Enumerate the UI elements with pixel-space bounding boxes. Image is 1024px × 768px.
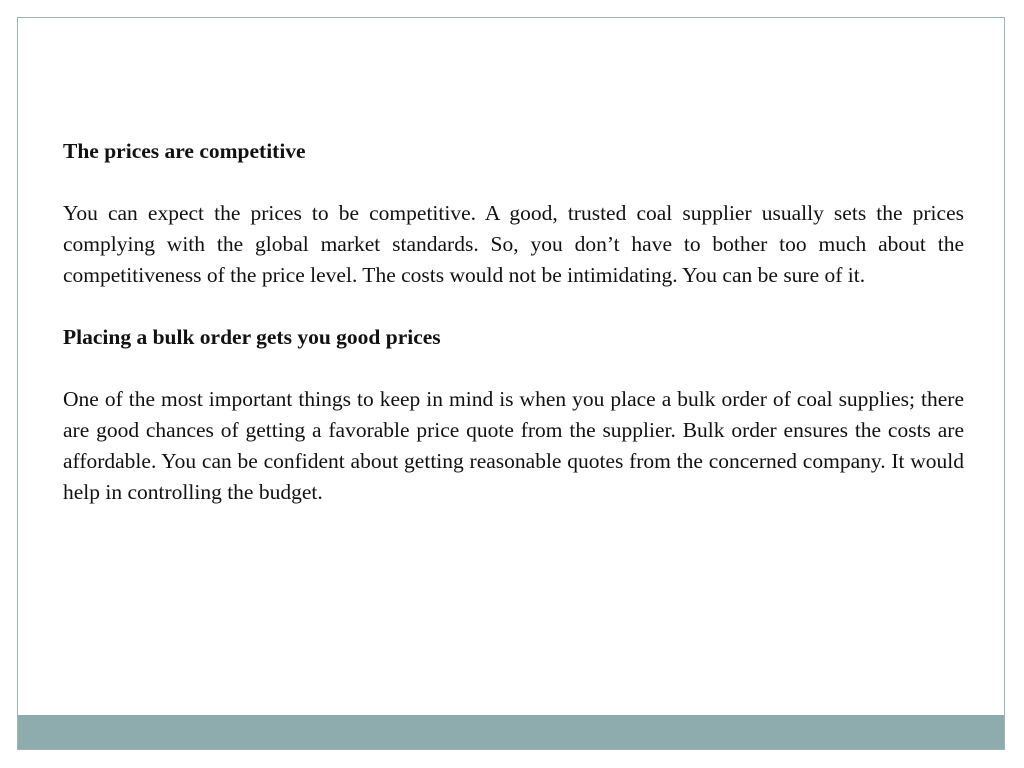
spacer [63,353,964,384]
spacer [63,167,964,198]
section-body-prices-competitive: You can expect the prices to be competitive. A good, trusted coal supplier usually sets the prices complying with the global market standards. So, you don’t have to bother too much about the competitiveness of the price level. The costs would not be intimidating. You can be sure of it. [63,201,964,287]
footer-bar [18,715,1004,749]
section-heading-bulk-order: Placing a bulk order gets you good prices [63,325,441,349]
slide-frame [17,17,1005,750]
slide-content [63,136,964,508]
section-heading-prices-competitive: The prices are competitive [63,139,306,163]
spacer [63,291,964,322]
section-body-bulk-order: One of the most important things to keep in mind is when you place a bulk order of coal supplies; there are good chances of getting a favorable price quote from the supplier. Bulk order ensures the costs are affordable. You can be confident about getting reasonable quotes from the concerned company. It would help in controlling the budget. [63,387,964,504]
